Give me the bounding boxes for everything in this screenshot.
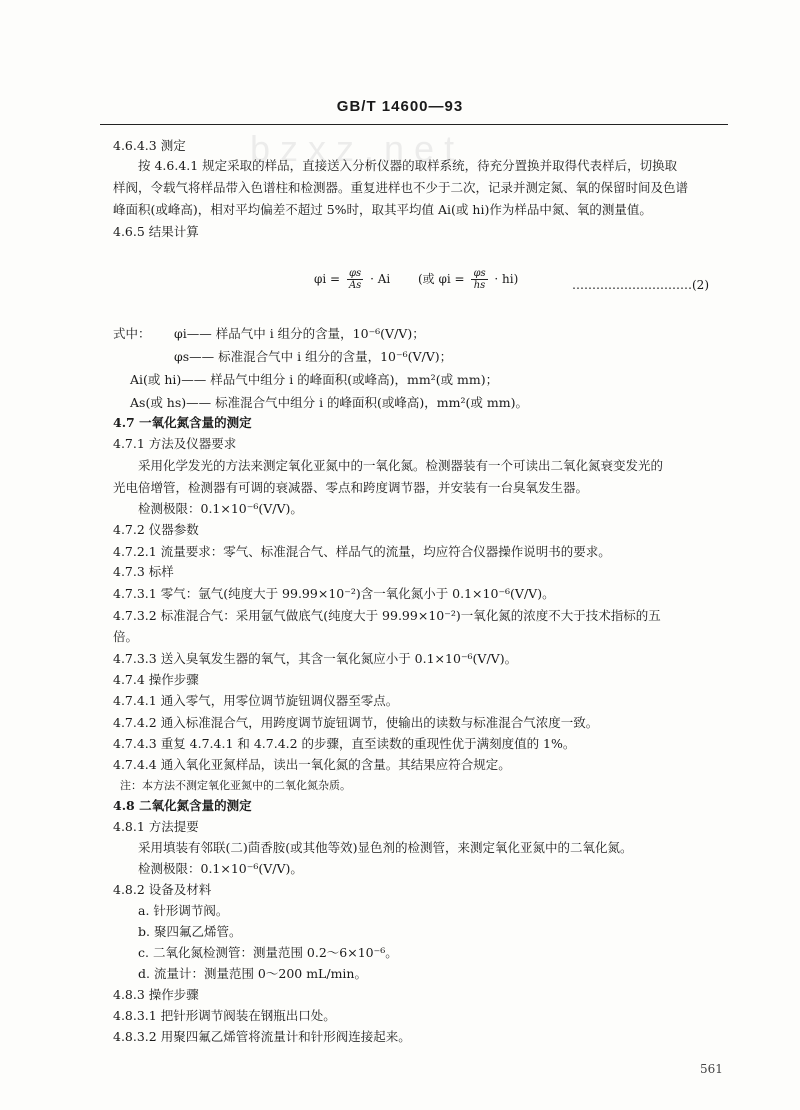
header-rule — [100, 124, 728, 125]
text-line: 4.8.3.1 把针形调节阀装在钢瓶出口处。 — [113, 1008, 336, 1023]
formula-tail-1: · Ai — [370, 272, 391, 286]
text-line: 4.8.2 设备及材料 — [113, 882, 212, 897]
equation-number: …………………………(2) — [572, 278, 709, 292]
text-line: 峰面积(或峰高)，相对平均偏差不超过 5%时，取其平均值 Ai(或 hi)作为样品中氮、氧的测量值。 — [113, 202, 652, 217]
text-line: 4.6.5 结果计算 — [113, 224, 199, 239]
text-line: 式中： — [113, 326, 151, 341]
text-line: 检测极限：0.1×10⁻⁶(V/V)。 — [138, 501, 303, 516]
text-line: Ai(或 hi)—— 样品气中组分 i 的峰面积(或峰高)，mm²(或 mm)； — [130, 372, 499, 387]
formula-alt — [418, 268, 518, 291]
text-line: a. 针形调节阀。 — [138, 903, 229, 918]
text-line: 样阀，令载气将样品带入色谱柱和检测器。重复进样也不少于二次，记录并测定氮、氧的保留时间及色谱 — [113, 180, 689, 195]
page-header: GB/T 14600—93 — [336, 98, 464, 115]
text-line: φs—— 标准混合气中 i 组分的含量，10⁻⁶(V/V)； — [174, 349, 453, 364]
text-line: b. 聚四氟乙烯管。 — [138, 924, 242, 939]
watermark: bzxz.net — [250, 128, 465, 169]
text-line: 倍。 — [113, 629, 139, 644]
text-line: 4.7.4.1 通入零气，用零位调节旋钮调仪器至零点。 — [113, 693, 399, 708]
text-line: 4.7.4.2 通入标准混合气，用跨度调节旋钮调节，使输出的读数与标准混合气浓度一致。 — [113, 715, 599, 730]
formula-denominator-2: hs — [473, 280, 486, 291]
text-line: 按 4.6.4.1 规定采取的样品，直接送入分析仪器的取样系统，待充分置换并取得代表样后，切换取 — [138, 158, 678, 173]
text-line: 4.7.2.1 流量要求：零气、标准混合气、样品气的流量，均应符合仪器操作说明书的要求。 — [113, 544, 611, 559]
text-line: 4.8 二氧化氮含量的测定 — [113, 798, 252, 813]
text-line: 4.7.4 操作步骤 — [113, 672, 199, 687]
text-line: c. 二氧化氮检测管：测量范围 0.2～6×10⁻⁶。 — [138, 945, 398, 960]
formula-tail-2: · hi) — [494, 272, 519, 286]
formula-alt-open: (或 φi = — [418, 272, 465, 286]
text-line: 光电倍增管，检测器有可调的衰减器、零点和跨度调节器，并安装有一台臭氧发生器。 — [113, 480, 589, 495]
formula-numerator-1: φs — [347, 268, 363, 280]
text-line: 4.6.4.3 测定 — [113, 138, 186, 153]
text-line: 4.7.3 标样 — [113, 564, 174, 579]
formula-denominator-1: As — [348, 280, 362, 291]
text-line: 采用化学发光的方法来测定氧化亚氮中的一氧化氮。检测器装有一个可读出二氧化氮衰变发光的 — [138, 458, 664, 473]
text-line: 4.8.3.2 用聚四氟乙烯管将流量计和针形阀连接起来。 — [113, 1029, 411, 1044]
formula-main — [314, 268, 390, 291]
text-line: 检测极限：0.1×10⁻⁶(V/V)。 — [138, 861, 303, 876]
text-line: 4.7.2 仪器参数 — [113, 522, 199, 537]
text-line: 4.7.1 方法及仪器要求 — [113, 436, 237, 451]
formula-lhs: φi = — [314, 272, 341, 286]
text-line: 4.8.3 操作步骤 — [113, 987, 199, 1002]
text-line: 注：本方法不测定氧化亚氮中的二氧化氮杂质。 — [120, 779, 351, 792]
text-line: 4.7 一氧化氮含量的测定 — [113, 415, 252, 430]
text-line: 4.7.4.4 通入氧化亚氮样品，读出一氧化氮的含量。其结果应符合规定。 — [113, 757, 511, 772]
text-line: 采用填装有邻联(二)茴香胺(或其他等效)显色剂的检测管，来测定氧化亚氮中的二氧化氮。 — [138, 840, 633, 855]
text-line: 4.8.1 方法提要 — [113, 819, 199, 834]
text-line: As(或 hs)—— 标准混合气中组分 i 的峰面积(或峰高)，mm²(或 mm)。 — [130, 395, 528, 410]
text-line: d. 流量计：测量范围 0～200 mL/min。 — [138, 966, 367, 981]
formula-numerator-2: φs — [473, 268, 486, 279]
text-line: 4.7.4.3 重复 4.7.4.1 和 4.7.4.2 的步骤，直至读数的重现性优于满刻度值的 1%。 — [113, 736, 576, 751]
page-number: 561 — [700, 1062, 723, 1076]
formula-fraction-1 — [347, 268, 363, 291]
formula-fraction-2 — [471, 268, 487, 291]
text-line: 4.7.3.3 送入臭氧发生器的氧气，其含一氧化氮应小于 0.1×10⁻⁶(V/V)。 — [113, 651, 518, 666]
text-line: 4.7.3.2 标准混合气：采用氩气做底气(纯度大于 99.99×10⁻²)一氧化氮的浓度不大于技术指标的五 — [113, 608, 661, 623]
text-line: 4.7.3.1 零气：氩气(纯度大于 99.99×10⁻²)含一氧化氮小于 0.1×10⁻⁶(V/V)。 — [113, 586, 555, 601]
text-line: φi—— 样品气中 i 组分的含量，10⁻⁶(V/V)； — [174, 326, 425, 341]
